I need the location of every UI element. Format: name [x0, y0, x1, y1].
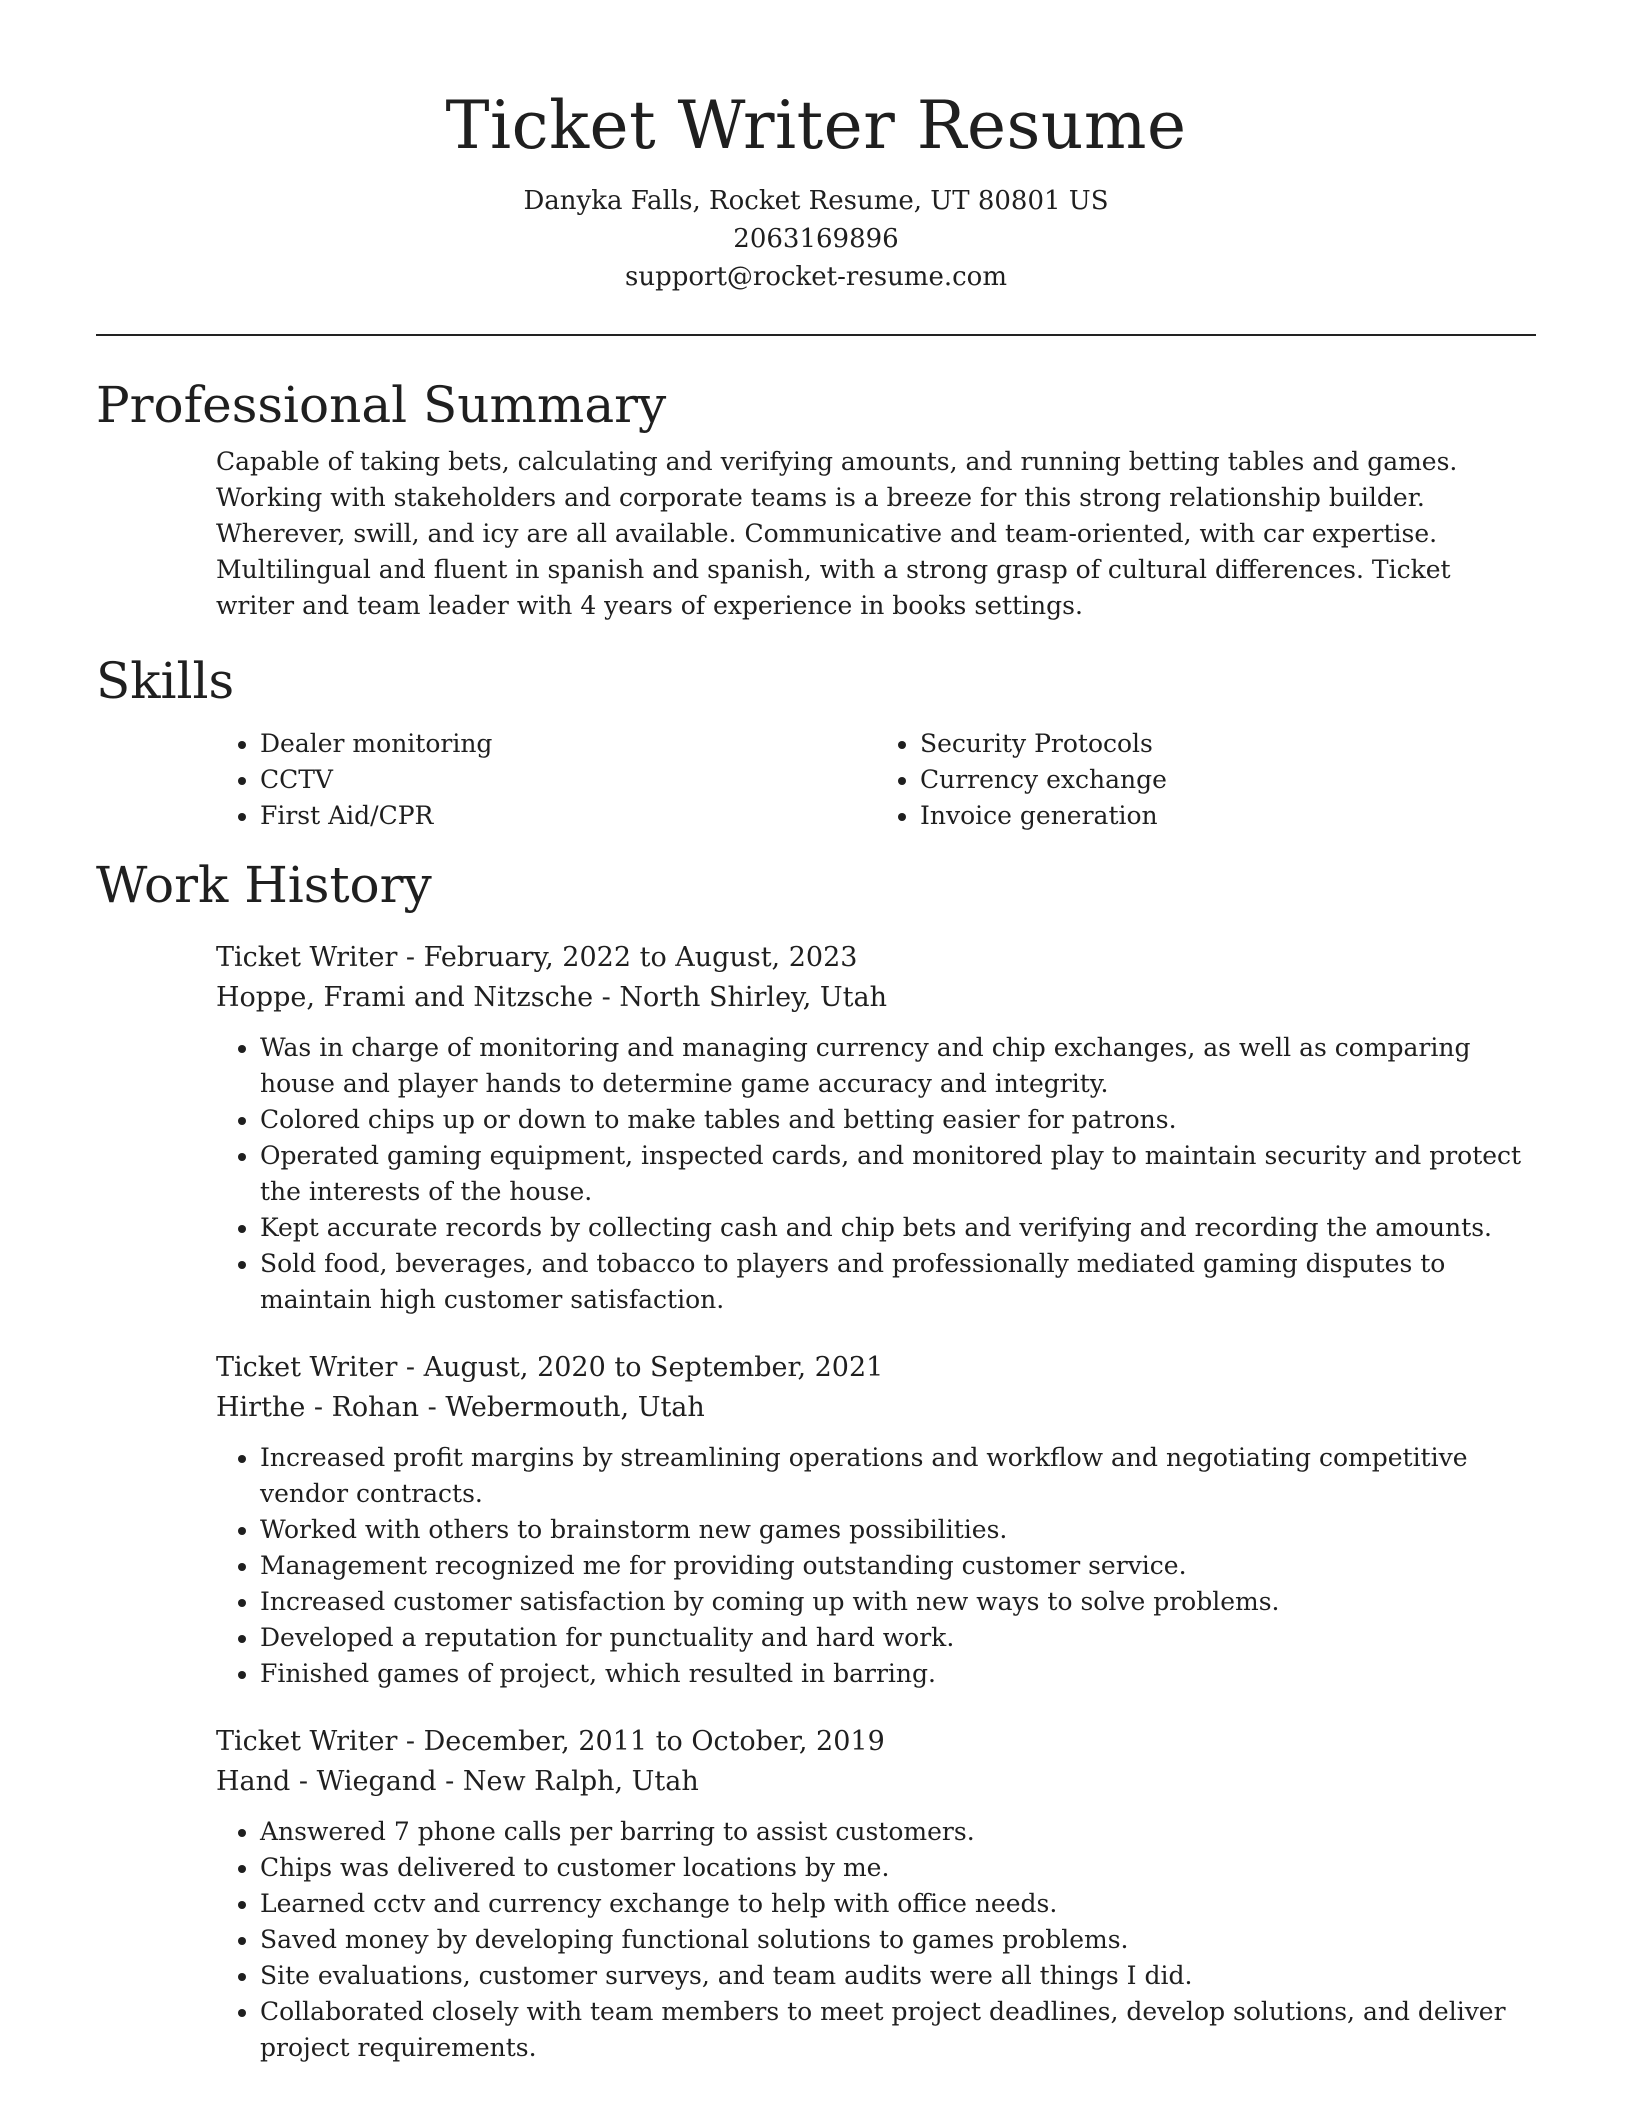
- skill-item: • CCTV: [260, 762, 876, 798]
- resume-page: [96, 0, 1536, 2066]
- job-bullet: • Colored chips up or down to make tables and betting easier for patrons.: [260, 1102, 1536, 1138]
- job-bullet: • Sold food, beverages, and tobacco to players and professionally mediated gaming disputes to maintain high customer satisfaction.: [260, 1246, 1536, 1318]
- skills-list: [216, 726, 1536, 834]
- header-divider: [96, 334, 1536, 336]
- job-bullet: • Collaborated closely with team members to meet project deadlines, develop solutions, and deliver project requirements.: [260, 1994, 1536, 2066]
- skill-item: • Security Protocols: [920, 726, 1536, 762]
- job-bullets: [216, 1030, 1536, 1318]
- skills-column-left: [216, 726, 876, 834]
- contact-email: support@rocket-resume.com: [624, 262, 1007, 292]
- job-bullet: • Site evaluations, customer surveys, and team audits were all things I did.: [260, 1958, 1536, 1994]
- resume-header: [96, 0, 1536, 296]
- page-title: Ticket Writer Resume: [445, 87, 1187, 164]
- job-bullet: • Increased customer satisfaction by coming up with new ways to solve problems.: [260, 1584, 1536, 1620]
- job-bullet: • Chips was delivered to customer locations by me.: [260, 1850, 1536, 1886]
- job-bullet: • Saved money by developing functional solutions to games problems.: [260, 1922, 1536, 1958]
- job-bullets: [216, 1814, 1536, 2066]
- job-title: Ticket Writer - August, 2020 to September, 2021: [216, 1352, 884, 1383]
- work-history-heading: Work History: [96, 856, 432, 914]
- job-company: Hirthe - Rohan - Webermouth, Utah: [216, 1392, 705, 1423]
- job-bullet: • Worked with others to brainstorm new games possibilities.: [260, 1512, 1536, 1548]
- job-bullet: • Finished games of project, which resulted in barring.: [260, 1656, 1536, 1692]
- contact-phone: 2063169896: [733, 224, 899, 254]
- skills-column-right: [876, 726, 1536, 834]
- job-company: Hoppe, Frami and Nitzsche - North Shirley, Utah: [216, 982, 887, 1013]
- job-bullet: • Operated gaming equipment, inspected cards, and monitored play to maintain security and protect the interests of the house.: [260, 1138, 1536, 1210]
- skills-heading: Skills: [96, 652, 235, 710]
- job-entry: [216, 1348, 1536, 1692]
- job-company: Hand - Wiegand - New Ralph, Utah: [216, 1766, 699, 1797]
- job-entry: [216, 938, 1536, 1318]
- job-bullet: • Increased profit margins by streamlining operations and workflow and negotiating competitive vendor contracts.: [260, 1440, 1536, 1512]
- skill-item: • First Aid/CPR: [260, 798, 876, 834]
- job-title: Ticket Writer - February, 2022 to August, 2023: [216, 942, 858, 973]
- job-bullets: [216, 1440, 1536, 1692]
- job-bullet: • Developed a reputation for punctuality and hard work.: [260, 1620, 1536, 1656]
- job-bullet: • Management recognized me for providing outstanding customer service.: [260, 1548, 1536, 1584]
- summary-heading: Professional Summary: [96, 376, 667, 434]
- summary-text: Capable of taking bets, calculating and verifying amounts, and running betting tables and games. Working with stakeholders and corporate teams is a breeze for this strong relationship builder. Wherever, swill, and icy are all available. Communicative and team-oriented, with car expertise. Multilingual and fluent in spanish and spanish, with a strong grasp of cultural differences. Ticket writer and team leader with 4 years of experience in books settings.: [216, 447, 1458, 620]
- contact-info: [96, 182, 1536, 296]
- job-bullet: • Kept accurate records by collecting cash and chip bets and verifying and recording the amounts.: [260, 1210, 1536, 1246]
- skill-item: • Invoice generation: [920, 798, 1536, 834]
- job-title: Ticket Writer - December, 2011 to October, 2019: [216, 1726, 885, 1757]
- job-bullet: • Was in charge of monitoring and managing currency and chip exchanges, as well as comparing house and player hands to determine game accuracy and integrity.: [260, 1030, 1536, 1102]
- job-entry: [216, 1722, 1536, 2066]
- job-bullet: • Learned cctv and currency exchange to help with office needs.: [260, 1886, 1536, 1922]
- contact-address: Danyka Falls, Rocket Resume, UT 80801 US: [523, 186, 1109, 216]
- skill-item: • Dealer monitoring: [260, 726, 876, 762]
- skill-item: • Currency exchange: [920, 762, 1536, 798]
- job-bullet: • Answered 7 phone calls per barring to assist customers.: [260, 1814, 1536, 1850]
